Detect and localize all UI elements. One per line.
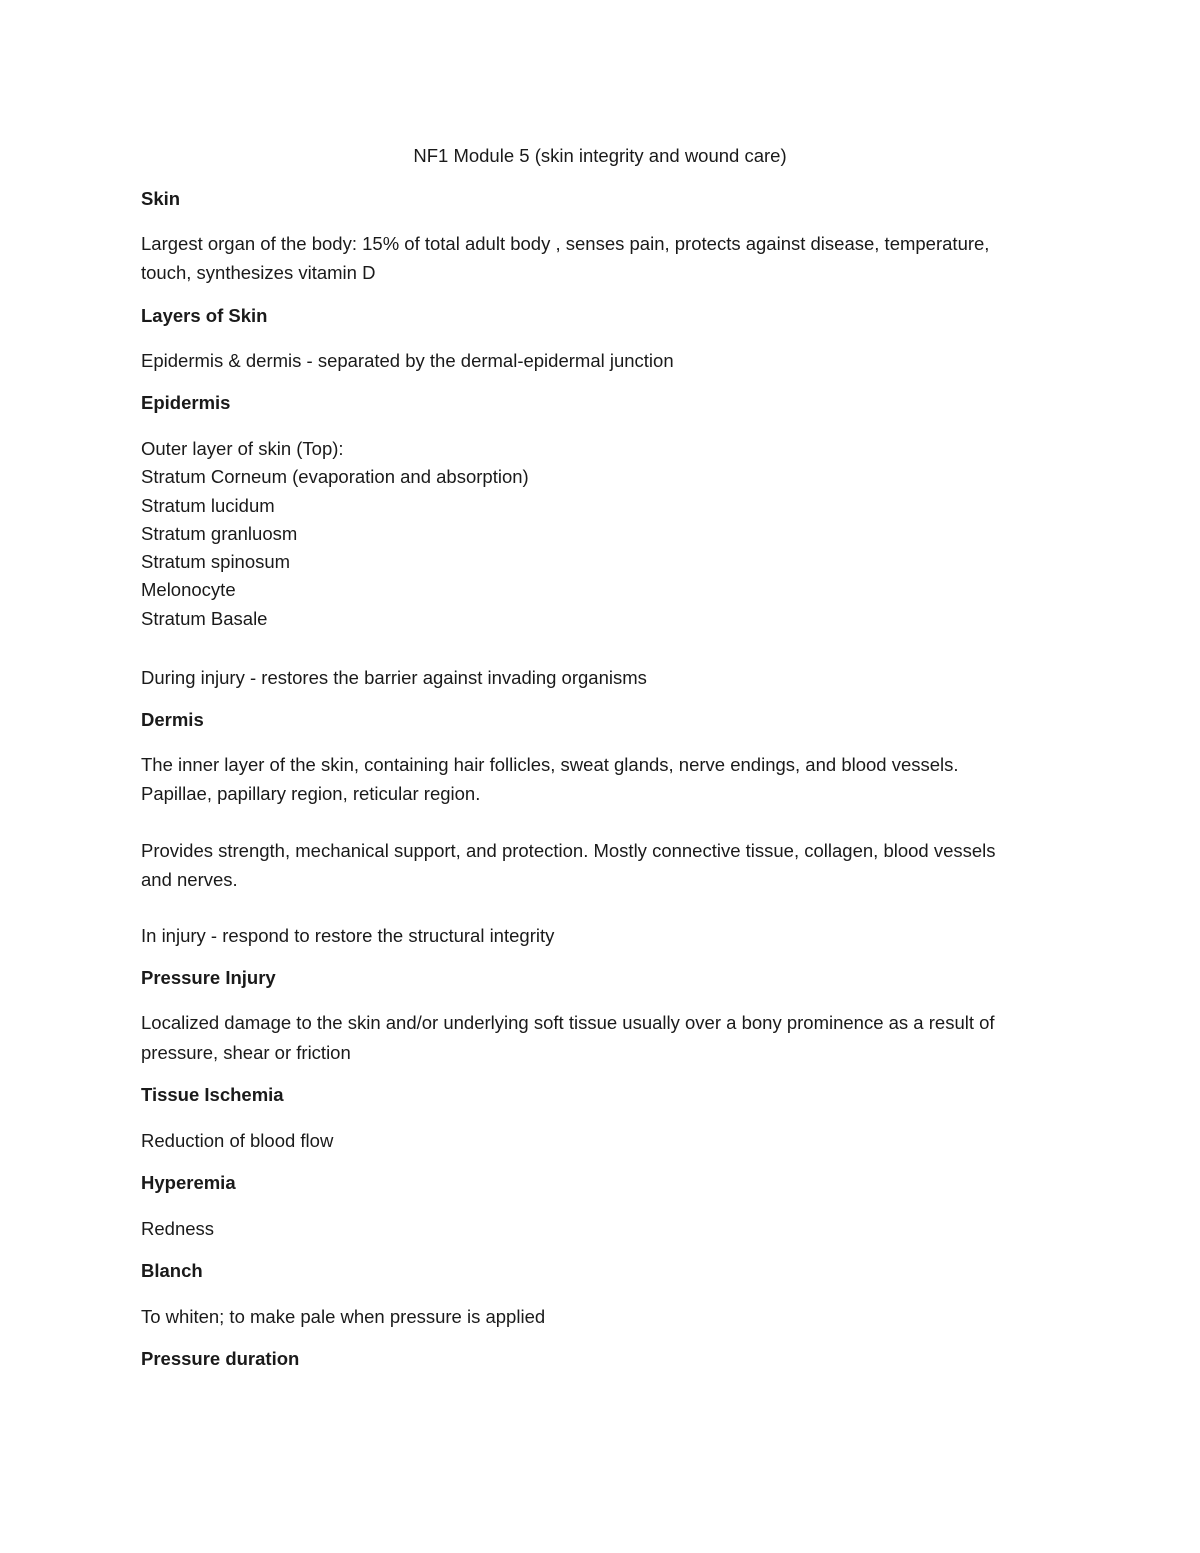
heading-blanch: Blanch (141, 1260, 203, 1281)
epidermis-list-item: Stratum Basale (141, 607, 268, 629)
hyperemia-text: Redness (141, 1218, 215, 1239)
dermis-text-line-2: Papillae, papillary region, reticular region. (141, 783, 481, 804)
epidermis-list-item: Stratum granluosm (141, 522, 298, 544)
epidermis-layer-list (141, 435, 529, 633)
heading-tissue-ischemia: Tissue Ischemia (141, 1084, 284, 1105)
document-title: NF1 Module 5 (skin integrity and wound care) (413, 145, 787, 166)
heading-pressure-injury: Pressure Injury (141, 967, 276, 988)
tissue-ischemia-text: Reduction of blood flow (141, 1130, 334, 1151)
epidermis-list-item: Stratum Corneum (evaporation and absorption) (141, 466, 529, 488)
heading-skin: Skin (141, 188, 181, 209)
epidermis-injury-text: During injury - restores the barrier against invading organisms (141, 667, 647, 688)
epidermis-list-item: Stratum spinosum (141, 551, 291, 573)
heading-dermis: Dermis (141, 709, 204, 730)
heading-layers-of-skin: Layers of Skin (141, 305, 268, 326)
heading-epidermis: Epidermis (141, 392, 231, 413)
layers-text-line-1: Epidermis & dermis - separated by the dermal-epidermal junction (141, 350, 674, 371)
blanch-text: To whiten; to make pale when pressure is applied (141, 1306, 546, 1327)
epidermis-list-item: Melonocyte (141, 579, 236, 601)
heading-hyperemia: Hyperemia (141, 1172, 236, 1193)
heading-pressure-duration: Pressure duration (141, 1348, 300, 1369)
pressure-injury-text-line-2: pressure, shear or friction (141, 1042, 351, 1063)
epidermis-list-item: Outer layer of skin (Top): (141, 438, 344, 459)
skin-text-line-2: touch, synthesizes vitamin D (141, 262, 376, 283)
epidermis-list-item: Stratum lucidum (141, 494, 275, 516)
dermis-text-line-3: Provides strength, mechanical support, and protection. Mostly connective tissue, collagen, blood vessels (141, 840, 996, 861)
pressure-injury-text-line-1: Localized damage to the skin and/or underlying soft tissue usually over a bony prominence as a result of (141, 1012, 995, 1033)
dermis-injury-text: In injury - respond to restore the structural integrity (141, 925, 555, 946)
dermis-text-line-4: and nerves. (141, 869, 238, 890)
dermis-text-line-1: The inner layer of the skin, containing hair follicles, sweat glands, nerve endings, and blood vessels. (141, 754, 959, 775)
skin-text-line-1: Largest organ of the body: 15% of total adult body , senses pain, protects against disease, temperature, (141, 233, 990, 254)
